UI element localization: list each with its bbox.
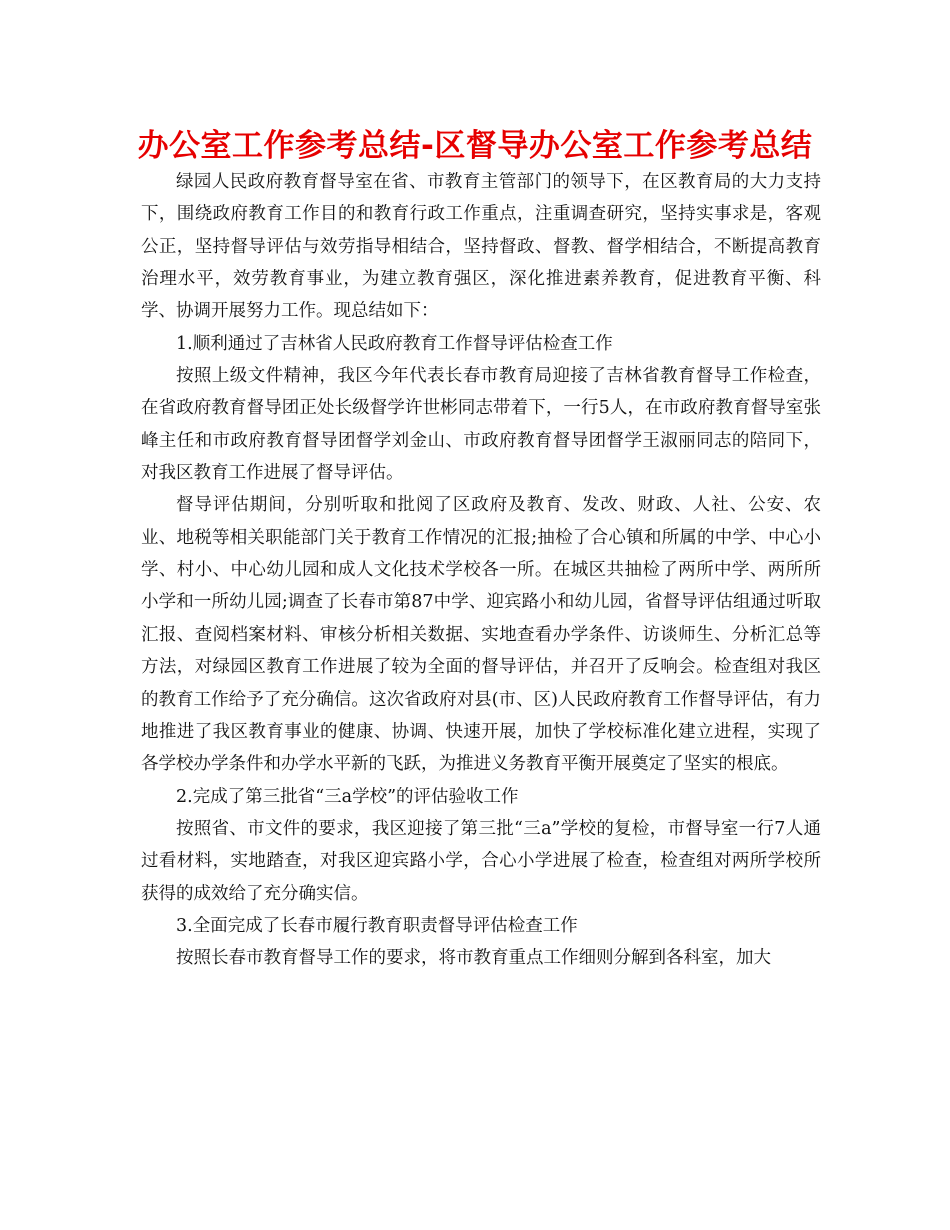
- paragraph: 按照上级文件精神，我区今年代表长春市教育局迎接了吉林省教育督导工作检查，在省政府教育督导团正处长级督学许世彬同志带着下，一行5人，在市政府教育督导室张峰主任和市政府教育督导团督学刘金山、市政府教育督导团督学王淑丽同志的陪同下，对我区教育工作进展了督导评估。: [141, 366, 821, 484]
- document-title: 办公室工作参考总结-区督导办公室工作参考总结: [137, 128, 813, 164]
- paragraph: 督导评估期间，分别听取和批阅了区政府及教育、发改、财政、人社、公安、农业、地税等相关职能部门关于教育工作情况的汇报;抽检了合心镇和所属的中学、中心小学、村小、中心幼儿园和成人文化技术学校各一所。在城区共抽检了两所中学、两所所小学和一所幼儿园;调查了长春市第87中学、迎宾路小和幼儿园，省督导评估组通过听取汇报、查阅档案材料、审核分析相关数据、实地查看办学条件、访谈师生、分析汇总等方法，对绿园区教育工作进展了较为全面的督导评估，并召开了反响会。检查组对我区的教育工作给予了充分确信。这次省政府对县(市、区)人民政府教育工作督导评估，有力地推进了我区教育事业的健康、协调、快速开展，加快了学校标准化建立进程，实现了各学校办学条件和办学水平新的飞跃，为推进义务教育平衡开展奠定了坚实的根底。: [141, 495, 821, 775]
- paragraph: 按照长春市教育督导工作的要求，将市教育重点工作细则分解到各科室，加大: [176, 948, 771, 969]
- document-body: [141, 166, 821, 975]
- paragraph: 按照省、市文件的要求，我区迎接了第三批“三a”学校的复检，市督导室一行7人通过看材料，实地踏查，对我区迎宾路小学，合心小学进展了检查，检查组对两所学校所获得的成效给了充分确实信。: [141, 818, 821, 904]
- paragraph-intro: 绿园人民政府教育督导室在省、市教育主管部门的领导下，在区教育局的大力支持下，围绕政府教育工作目的和教育行政工作重点，注重调查研究，坚持实事求是，客观公正，坚持督导评估与效劳指导相结合，坚持督政、督教、督学相结合，不断提高教育治理水平，效劳教育事业，为建立教育强区，深化推进素养教育，促进教育平衡、科学、协调开展努力工作。现总结如下：: [141, 172, 821, 322]
- section-heading-1: 1.顺利通过了吉林省人民政府教育工作督导评估检查工作: [176, 333, 613, 354]
- section-heading-3: 3.全面完成了长春市履行教育职责督导评估检查工作: [176, 915, 578, 936]
- section-heading-2: 2.完成了第三批省“三a学校”的评估验收工作: [176, 786, 519, 807]
